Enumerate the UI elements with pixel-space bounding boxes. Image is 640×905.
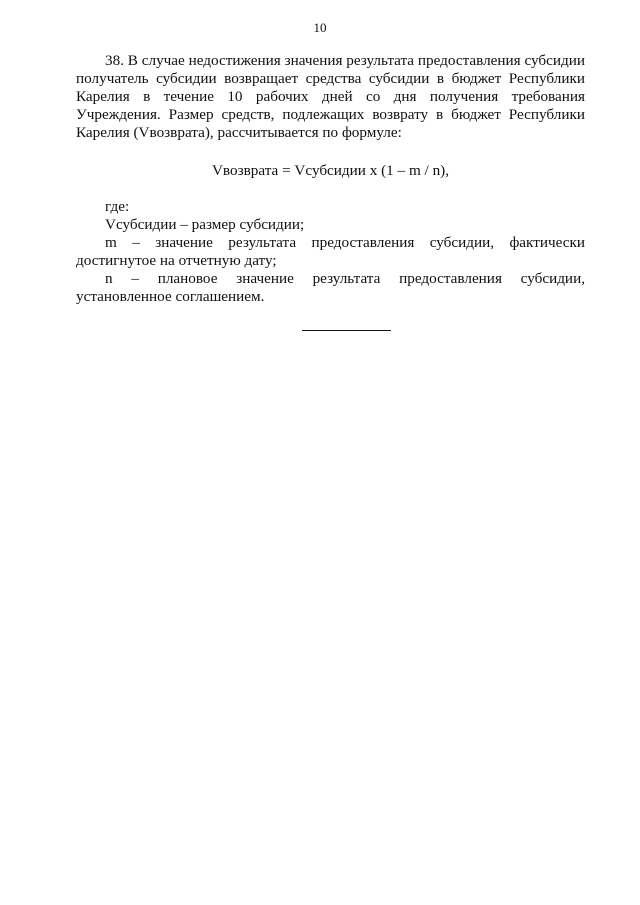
- paragraph-38: 38. В случае недостижения значения результата предоставления субсидии получатель субсидии возвращает средства субсидии в бюджет Республики Карелия в течение 10 рабочих дней со дня получения требования Учреждения. Размер средств, подлежащих возврату в бюджет Республики Карелия (Vвозврата), рассчитывается по формуле:: [76, 52, 585, 141]
- definition-n: n – плановое значение результата предоставления субсидии, установленное соглашением.: [76, 270, 585, 305]
- where-label: где:: [105, 198, 130, 215]
- end-divider-line: [302, 330, 391, 331]
- document-body: [76, 52, 585, 306]
- page-number: 10: [313, 20, 327, 35]
- definition-v-subsidy: Vсубсидии – размер субсидии;: [105, 216, 305, 233]
- formula: Vвозврата = Vсубсидии x (1 – m / n),: [211, 162, 450, 179]
- definition-m: m – значение результата предоставления субсидии, фактически достигнутое на отчетную дату;: [76, 234, 585, 269]
